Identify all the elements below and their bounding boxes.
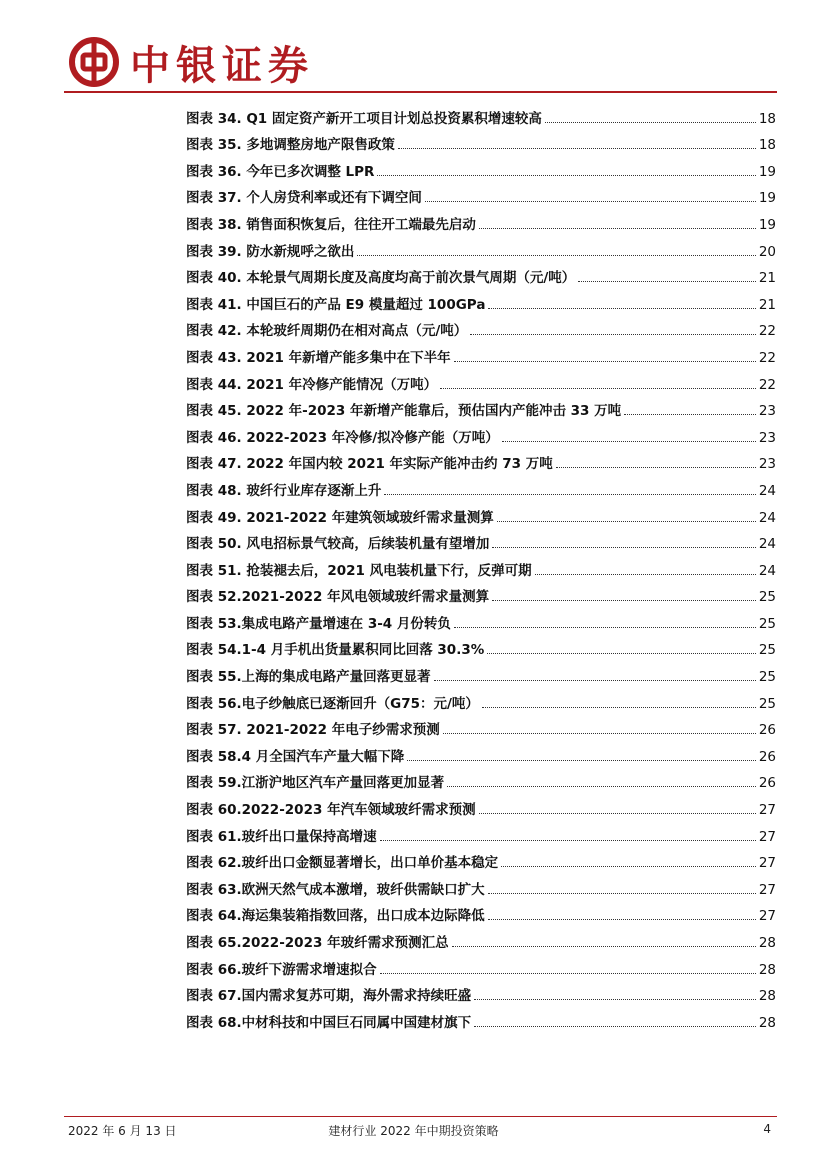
toc-entry-label: 图表 58.4 月全国汽车产量大幅下降 (186, 748, 405, 765)
toc-entry[interactable] (186, 446, 776, 473)
toc-entry-page: 27 (758, 908, 776, 925)
toc-entry-label: 图表 48. 玻纤行业库存逐渐上升 (186, 482, 382, 499)
toc-entry-page: 22 (758, 376, 776, 393)
toc-entry[interactable] (186, 579, 776, 606)
toc-entry-label: 图表 37. 个人房贷利率或还有下调空间 (186, 190, 422, 207)
toc-entry[interactable] (186, 845, 776, 872)
toc-leader-dots (425, 201, 756, 202)
table-of-figures (186, 100, 776, 1031)
toc-entry-page: 21 (758, 270, 776, 287)
toc-entry-label: 图表 35. 多地调整房地产限售政策 (186, 137, 395, 154)
toc-entry-label: 图表 36. 今年已多次调整 LPR (186, 163, 375, 180)
toc-entry-page: 27 (758, 881, 776, 898)
toc-entry-label: 图表 38. 销售面积恢复后，往往开工端最先启动 (186, 216, 476, 233)
toc-entry[interactable] (186, 419, 776, 446)
toc-entry-label: 图表 50. 风电招标景气较高，后续装机量有望增加 (186, 536, 490, 553)
toc-entry-page: 25 (758, 695, 776, 712)
toc-entry[interactable] (186, 499, 776, 526)
toc-entry[interactable] (186, 871, 776, 898)
toc-entry[interactable] (186, 313, 776, 340)
toc-leader-dots (488, 308, 755, 309)
toc-leader-dots (474, 999, 756, 1000)
toc-leader-dots (407, 760, 756, 761)
toc-entry-page: 27 (758, 828, 776, 845)
toc-entry[interactable] (186, 552, 776, 579)
toc-leader-dots (482, 707, 756, 708)
toc-leader-dots (492, 547, 755, 548)
toc-entry[interactable] (186, 898, 776, 925)
toc-leader-dots (497, 521, 756, 522)
toc-entry-page: 18 (758, 110, 776, 127)
toc-entry[interactable] (186, 738, 776, 765)
toc-entry-label: 图表 54.1-4 月手机出货量累积同比回落 30.3% (186, 642, 485, 659)
toc-leader-dots (384, 494, 755, 495)
toc-entry-page: 25 (758, 642, 776, 659)
toc-entry[interactable] (186, 605, 776, 632)
toc-entry[interactable] (186, 791, 776, 818)
footer-report-title: 建材行业 2022 年中期投资策略 (328, 1124, 499, 1138)
toc-entry-label: 图表 41. 中国巨石的产品 E9 模量超过 100GPa (186, 296, 486, 313)
toc-leader-dots (488, 919, 756, 920)
toc-entry[interactable] (186, 658, 776, 685)
toc-leader-dots (492, 600, 756, 601)
toc-leader-dots (443, 733, 756, 734)
toc-leader-dots (479, 228, 756, 229)
toc-entry-label: 图表 49. 2021-2022 年建筑领域玻纤需求量测算 (186, 509, 494, 526)
toc-leader-dots (578, 281, 756, 282)
toc-entry-page: 24 (758, 562, 776, 579)
toc-leader-dots (545, 122, 756, 123)
toc-entry[interactable] (186, 978, 776, 1005)
toc-entry[interactable] (186, 286, 776, 313)
footer-divider (64, 1116, 777, 1117)
header-divider (64, 91, 777, 93)
toc-entry-label: 图表 63.欧洲天然气成本激增，玻纤供需缺口扩大 (186, 881, 485, 898)
toc-entry-page: 28 (758, 961, 776, 978)
toc-entry[interactable] (186, 685, 776, 712)
toc-leader-dots (398, 148, 756, 149)
toc-entry-page: 21 (758, 296, 776, 313)
toc-leader-dots (454, 361, 756, 362)
toc-entry[interactable] (186, 472, 776, 499)
toc-leader-dots (535, 574, 756, 575)
toc-entry-label: 图表 45. 2022 年-2023 年新增产能靠后，预估国内产能冲击 33 万吨 (186, 403, 622, 420)
toc-entry-label: 图表 39. 防水新规呼之欲出 (186, 243, 355, 260)
toc-entry-page: 24 (758, 482, 776, 499)
toc-entry[interactable] (186, 526, 776, 553)
toc-leader-dots (452, 946, 756, 947)
toc-leader-dots (434, 680, 756, 681)
toc-leader-dots (380, 973, 756, 974)
toc-entry-page: 26 (758, 775, 776, 792)
toc-entry-page: 25 (758, 589, 776, 606)
toc-entry[interactable] (186, 339, 776, 366)
toc-entry-page: 20 (758, 243, 776, 260)
toc-entry[interactable] (186, 366, 776, 393)
toc-leader-dots (357, 255, 755, 256)
toc-entry-label: 图表 68.中材科技和中国巨石同属中国建材旗下 (186, 1014, 472, 1031)
footer-page-number: 4 (763, 1122, 771, 1136)
toc-entry-label: 图表 53.集成电路产量增速在 3-4 月份转负 (186, 615, 451, 632)
toc-entry-page: 22 (758, 349, 776, 366)
toc-entry[interactable] (186, 206, 776, 233)
toc-entry-label: 图表 65.2022-2023 年玻纤需求预测汇总 (186, 935, 449, 951)
toc-entry-page: 24 (758, 509, 776, 526)
toc-leader-dots (488, 893, 756, 894)
toc-entry-page: 27 (758, 802, 776, 819)
toc-entry-page: 26 (758, 722, 776, 739)
toc-leader-dots (377, 175, 755, 176)
toc-entry[interactable] (186, 127, 776, 154)
toc-entry[interactable] (186, 233, 776, 260)
toc-entry-label: 图表 51. 抢装褪去后，2021 风电装机量下行，反弹可期 (186, 562, 532, 579)
toc-entry-label: 图表 56.电子纱触底已逐渐回升（G75：元/吨） (186, 695, 479, 712)
toc-entry[interactable] (186, 100, 776, 127)
toc-entry-page: 28 (758, 1014, 776, 1031)
toc-entry-page: 26 (758, 748, 776, 765)
toc-entry-label: 图表 52.2021-2022 年风电领域玻纤需求量测算 (186, 589, 490, 606)
toc-entry-label: 图表 42. 本轮玻纤周期仍在相对高点（元/吨） (186, 323, 468, 340)
toc-leader-dots (487, 653, 756, 654)
toc-entry[interactable] (186, 765, 776, 792)
toc-leader-dots (380, 840, 756, 841)
toc-entry[interactable] (186, 180, 776, 207)
toc-entry-page: 19 (758, 190, 776, 207)
toc-entry-label: 图表 60.2022-2023 年汽车领域玻纤需求预测 (186, 802, 476, 819)
toc-entry-label: 图表 40. 本轮景气周期长度及高度均高于前次景气周期（元/吨） (186, 270, 576, 287)
toc-entry[interactable] (186, 712, 776, 739)
toc-entry[interactable] (186, 393, 776, 420)
toc-entry[interactable] (186, 260, 776, 287)
toc-leader-dots (556, 467, 756, 468)
toc-leader-dots (502, 441, 756, 442)
toc-entry-page: 23 (758, 403, 776, 420)
toc-entry-label: 图表 59.江浙沪地区汽车产量回落更加显著 (186, 775, 445, 792)
toc-leader-dots (440, 388, 756, 389)
toc-entry-page: 22 (758, 323, 776, 340)
toc-entry-label: 图表 66.玻纤下游需求增速拟合 (186, 961, 377, 978)
toc-entry-page: 19 (758, 216, 776, 233)
toc-entry-label: 图表 64.海运集装箱指数回落，出口成本边际降低 (186, 908, 485, 925)
toc-entry-page: 23 (758, 456, 776, 473)
toc-entry-label: 图表 62.玻纤出口金额显著增长，出口单价基本稳定 (186, 855, 499, 872)
toc-leader-dots (479, 813, 756, 814)
toc-leader-dots (474, 1026, 756, 1027)
toc-entry-label: 图表 61.玻纤出口量保持高增速 (186, 828, 377, 845)
toc-entry-label: 图表 43. 2021 年新增产能多集中在下半年 (186, 349, 451, 366)
toc-entry[interactable] (186, 951, 776, 978)
toc-leader-dots (454, 627, 756, 628)
toc-entry-label: 图表 67.国内需求复苏可期，海外需求持续旺盛 (186, 988, 472, 1005)
brand-name: 中银证券 (130, 42, 314, 89)
bank-of-china-logo-icon (68, 36, 120, 88)
toc-entry-page: 25 (758, 615, 776, 632)
toc-entry-page: 19 (758, 163, 776, 180)
toc-entry[interactable] (186, 1004, 776, 1031)
toc-entry[interactable] (186, 632, 776, 659)
toc-leader-dots (470, 334, 756, 335)
toc-entry-label: 图表 47. 2022 年国内较 2021 年实际产能冲击约 73 万吨 (186, 456, 553, 473)
toc-leader-dots (447, 786, 756, 787)
toc-entry[interactable] (186, 924, 776, 951)
toc-entry-label: 图表 44. 2021 年冷修产能情况（万吨） (186, 376, 438, 393)
toc-entry-page: 25 (758, 669, 776, 686)
toc-entry-page: 28 (758, 988, 776, 1005)
toc-entry-page: 23 (758, 429, 776, 446)
toc-entry-label: 图表 57. 2021-2022 年电子纱需求预测 (186, 722, 440, 739)
toc-entry[interactable] (186, 153, 776, 180)
footer-date: 2022 年 6 月 13 日 (68, 1124, 177, 1138)
toc-entry-label: 图表 34. Q1 固定资产新开工项目计划总投资累积增速较高 (186, 110, 542, 127)
toc-entry-page: 24 (758, 536, 776, 553)
brand-header (68, 34, 314, 90)
toc-entry-label: 图表 55.上海的集成电路产量回落更显著 (186, 669, 431, 686)
toc-entry[interactable] (186, 818, 776, 845)
toc-entry-label: 图表 46. 2022-2023 年冷修/拟冷修产能（万吨） (186, 429, 499, 446)
toc-entry-page: 28 (758, 935, 776, 951)
toc-entry-page: 27 (758, 855, 776, 872)
toc-leader-dots (501, 866, 756, 867)
toc-entry-page: 18 (758, 137, 776, 154)
toc-leader-dots (624, 414, 756, 415)
